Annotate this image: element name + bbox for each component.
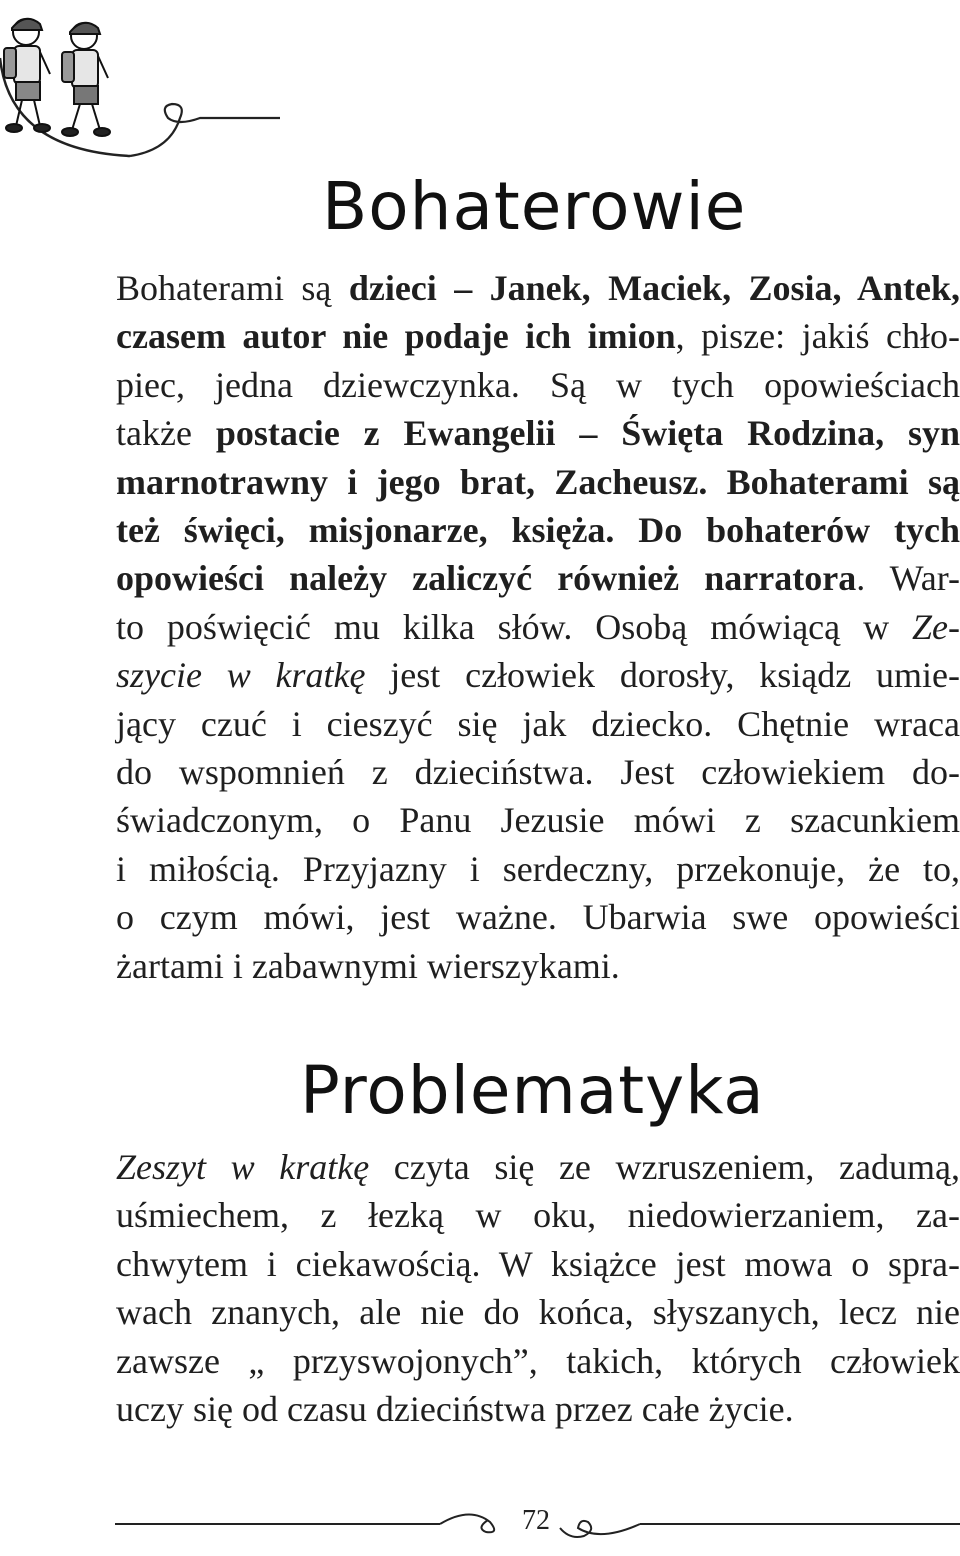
flourish-ornament-icon	[0, 1496, 960, 1556]
text-line: piec, jedna dziewczynka. Są w tych opowieściach	[116, 364, 960, 405]
text-line: i miłością. Przyjazny i serdeczny, przekonuje, że to,	[116, 848, 960, 889]
section-heading-bohaterowie: Bohaterowie	[322, 168, 747, 245]
text-line: Bohaterami są dzieci – Janek, Maciek, Zosia, Antek,	[116, 268, 960, 308]
two-scouts-walking-icon	[0, 0, 290, 160]
text-line: opowieści należy zaliczyć również narratora. War-	[116, 558, 960, 599]
text-line: świadczonym, o Panu Jezusie mówi z szacunkiem	[116, 800, 960, 841]
text-line: o czym mówi, jest ważne. Ubarwia swe opowieści	[116, 897, 960, 938]
paragraph-bohaterowie	[116, 264, 960, 990]
text-line: zawsze „ przyswojonych”, takich, których człowiek	[116, 1340, 960, 1381]
page-number: 72	[522, 1505, 550, 1536]
text-line: wach znanych, ale nie do końca, słyszanych, lecz nie	[116, 1292, 960, 1333]
text-line: żartami i zabawnymi wierszykami.	[116, 945, 620, 986]
text-line: też święci, misjonarze, księża. Do bohaterów tych	[116, 510, 960, 551]
text-line: czasem autor nie podaje ich imion, pisze: jakiś chło-	[116, 316, 960, 357]
text-line: szycie w kratkę jest człowiek dorosły, ksiądz umie-	[116, 655, 960, 696]
text-line: uczy się od czasu dzieciństwa przez całe życie.	[116, 1389, 794, 1430]
text-line: chwytem i ciekawością. W książce jest mowa o spra-	[116, 1243, 960, 1284]
text-line: marnotrawny i jego brat, Zacheusz. Bohaterami są	[116, 461, 960, 502]
paragraph-problematyka	[116, 1143, 960, 1433]
text-line: także postacie z Ewangelii – Święta Rodzina, syn	[116, 413, 960, 454]
text-line: Zeszyt w kratkę czyta się ze wzruszeniem, zadumą,	[116, 1147, 960, 1187]
section-heading-problematyka: Problematyka	[300, 1052, 765, 1129]
text-line: do wspomnień z dzieciństwa. Jest człowiekiem do-	[116, 752, 960, 793]
text-line: jący czuć i cieszyć się jak dziecko. Chętnie wraca	[116, 703, 960, 744]
text-line: to poświęcić mu kilka słów. Osobą mówiącą w Ze-	[116, 606, 960, 647]
text-line: uśmiechem, z łezką w oku, niedowierzaniem, za-	[116, 1195, 960, 1236]
